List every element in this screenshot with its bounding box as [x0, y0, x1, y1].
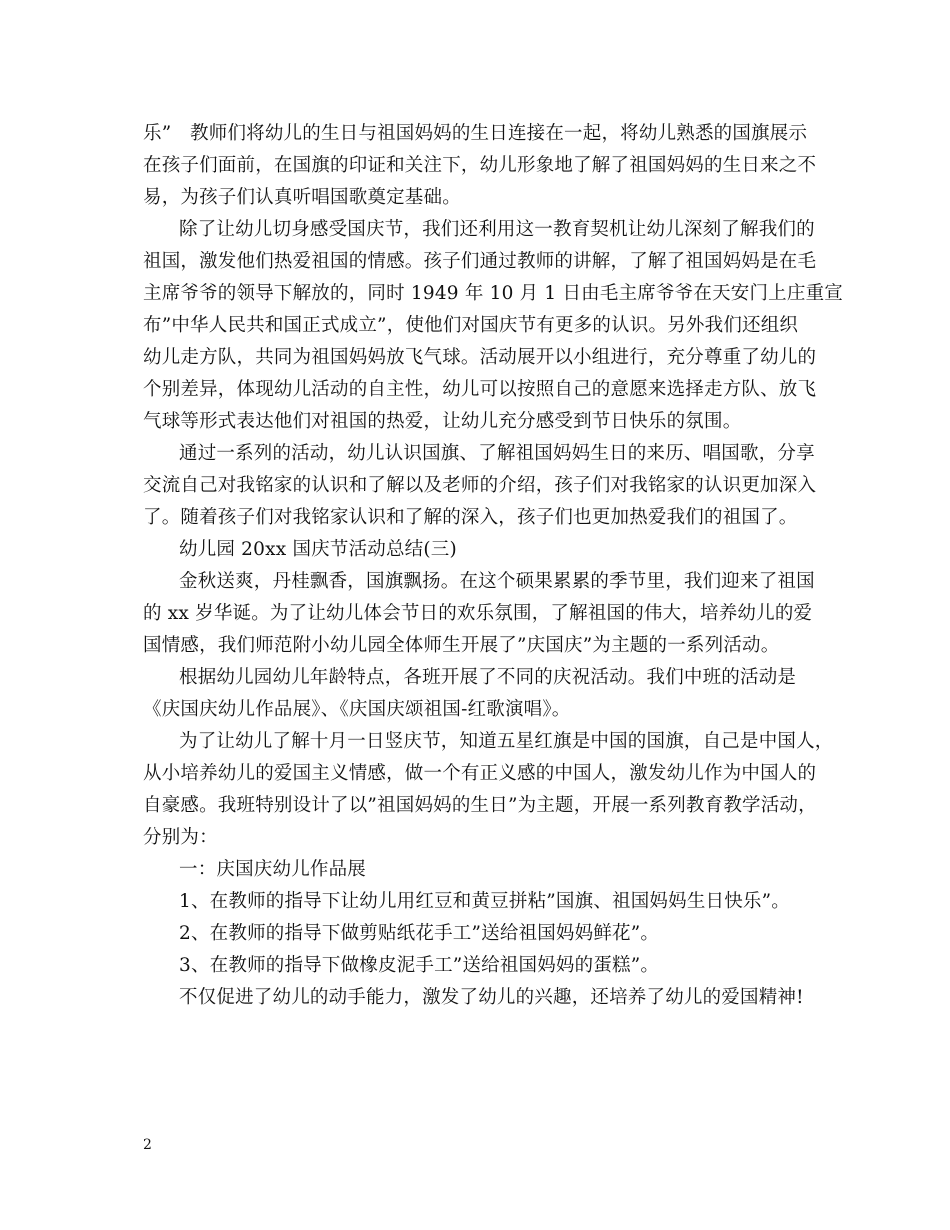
text-line: 从小培养幼儿的爱国主义情感，做一个有正义感的中国人，激发幼儿作为中国人的 — [143, 763, 817, 784]
page-number: 2 — [143, 1137, 152, 1153]
text-line: 自豪感。我班特别设计了以”祖国妈妈的生日”为主题，开展一系列教育教学活动， — [143, 795, 817, 816]
text-line: 金秋送爽，丹桂飘香，国旗飘扬。在这个硕果累累的季节里，我们迎来了祖国 — [179, 571, 815, 592]
text-line: 分别为： — [143, 827, 218, 848]
text-line: 个别差异，体现幼儿活动的自主性，幼儿可以按照自己的意愿来选择走方队、放飞 — [143, 379, 817, 400]
text-line: 易，为孩子们认真听唱国歌奠定基础。 — [143, 187, 461, 208]
text-line: 幼儿走方队，共同为祖国妈妈放飞气球。活动展开以小组进行，充分尊重了幼儿的 — [143, 347, 817, 368]
text-line: 交流自己对我铭家的认识和了解以及老师的介绍，孩子们对我铭家的认识更加深入 — [143, 475, 817, 496]
text-line: 幼儿园 20xx 国庆节活动总结(三) — [179, 539, 457, 560]
text-line: 1、在教师的指导下让幼儿用红豆和黄豆拼粘”国旗、祖国妈妈生日快乐”。 — [179, 891, 790, 912]
text-line: 了。随着孩子们对我铭家认识和了解的深入，孩子们也更加热爱我们的祖国了。 — [143, 507, 798, 528]
text-line: 气球等形式表达他们对祖国的热爱，让幼儿充分感受到节日快乐的氛围。 — [143, 411, 742, 432]
text-line: 《庆国庆幼儿作品展》、《庆国庆颂祖国-红歌演唱》。 — [143, 699, 571, 720]
text-line: 2、在教师的指导下做剪贴纸花手工”送给祖国妈妈鲜花”。 — [179, 923, 660, 944]
text-line: 布”中华人民共和国正式成立”，使他们对国庆节有更多的认识。另外我们还组织 — [143, 315, 799, 336]
text-line: 根据幼儿园幼儿年龄特点，各班开展了不同的庆祝活动。我们中班的活动是 — [179, 667, 797, 688]
document-body — [143, 118, 843, 1014]
text-line: 不仅促进了幼儿的动手能力，激发了幼儿的兴趣，还培养了幼儿的爱国精神! — [179, 987, 804, 1008]
text-line: 乐” 教师们将幼儿的生日与祖国妈妈的生日连接在一起，将幼儿熟悉的国旗展示 — [143, 123, 808, 144]
text-line: 在孩子们面前，在国旗的印证和关注下，幼儿形象地了解了祖国妈妈的生日来之不 — [143, 155, 817, 176]
text-line: 3、在教师的指导下做橡皮泥手工”送给祖国妈妈的蛋糕”。 — [179, 955, 660, 976]
text-line: 除了让幼儿切身感受国庆节，我们还利用这一教育契机让幼儿深刻了解我们的 — [179, 219, 815, 240]
text-line: 通过一系列的活动，幼儿认识国旗、了解祖国妈妈生日的来历、唱国歌，分享 — [179, 443, 815, 464]
text-line: 的 xx 岁华诞。为了让幼儿体会节日的欢乐氛围，了解祖国的伟大，培养幼儿的爱 — [143, 603, 813, 624]
text-line: 为了让幼儿了解十月一日竖庆节，知道五星红旗是中国的国旗，自己是中国人， — [179, 731, 834, 752]
text-line: 祖国，激发他们热爱祖国的情感。孩子们通过教师的讲解，了解了祖国妈妈是在毛 — [143, 251, 817, 272]
text-line: 国情感，我们师范附小幼儿园全体师生开展了”庆国庆”为主题的一系列活动。 — [143, 635, 780, 656]
text-line: 主席爷爷的领导下解放的，同时 1949 年 10 月 1 日由毛主席爷爷在天安门上庄重宣 — [143, 283, 843, 304]
text-line: 一：庆国庆幼儿作品展 — [179, 859, 367, 880]
